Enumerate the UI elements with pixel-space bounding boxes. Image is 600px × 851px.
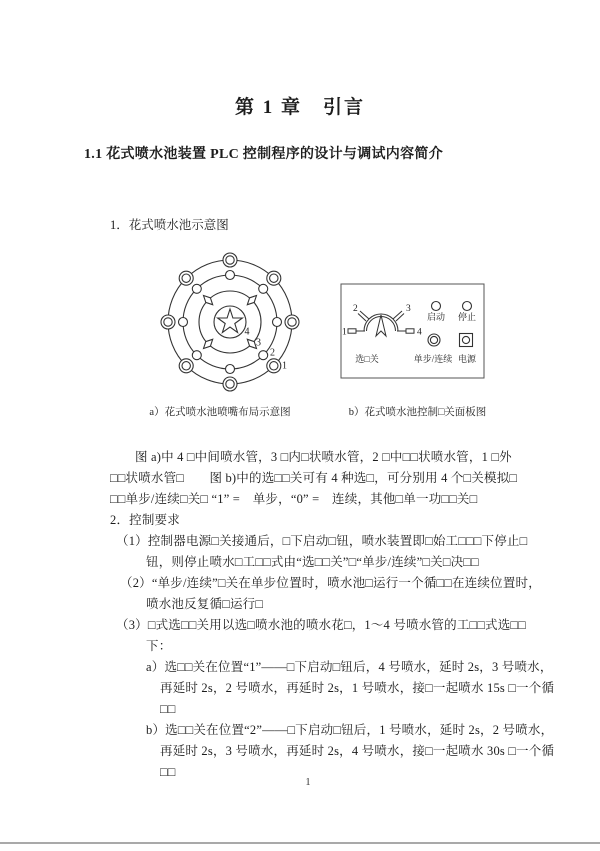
fountain-diagram-svg	[160, 252, 300, 392]
selector-pos-4: 4	[417, 327, 422, 338]
body-line: 喷水池反复循□运行□	[146, 597, 264, 611]
body-line: □□状喷水管□ 图 b)中的选□□关可有 4 种选□，可分别用 4 个□关模拟□	[110, 471, 518, 485]
stop-indicator-icon	[463, 302, 472, 311]
middle-nozzles	[179, 271, 282, 374]
body-line: （2）“单步/连续”□关在单步位置时，喷水池□运行一个循□□在连续位置时，	[120, 576, 541, 590]
body-line: 图 a)中 4 □中间喷水管，3 □内□状喷水管，2 □中□□状喷水管，1 □外	[135, 450, 512, 464]
center-circle	[214, 306, 246, 338]
stop-label: 停止	[457, 312, 477, 322]
body-line: 钮，则停止喷水□工□□式由“选□□关”□“单步/连续”□关□决□□	[146, 555, 479, 569]
ring-label-1: 1	[282, 360, 287, 372]
selector-switch-icon	[348, 311, 414, 336]
body-line: b）选□□关在位置“2”——□下启动□钮后，1 号喷水，延时 2s，2 号喷水，	[146, 723, 554, 737]
diamond-nozzles	[204, 296, 257, 349]
body-line: （3）□式选□□关用以选□喷水池的喷水花□，1～4 号喷水管的工□□式选□□	[116, 618, 526, 632]
body-line: 2．控制要求	[110, 513, 180, 527]
step-toggle-icon	[428, 334, 440, 346]
selector-pos-2: 2	[353, 304, 358, 314]
figure-b-caption: b）花式喷水池控制□关面板图	[348, 407, 487, 418]
body-line: 再延时 2s，3 号喷水，再延时 2s，4 号喷水，接□一起喷水 30s □一个循	[160, 744, 555, 758]
center-star-icon	[218, 309, 243, 333]
list-item-schematic: 1．花式喷水池示意图	[110, 218, 229, 232]
body-line: 下：	[146, 639, 172, 653]
start-indicator-icon	[432, 302, 441, 311]
body-line: （1）控制器电源□关接通后，□下启动□钮，喷水装置即□始工□□□下停止□	[116, 534, 528, 548]
page-number: 1	[305, 777, 311, 788]
ring-label-3: 3	[256, 337, 261, 349]
selector-pos-1: 1	[342, 327, 347, 338]
control-panel-svg	[340, 283, 485, 379]
page-title: 第 1 章 引言	[234, 97, 365, 118]
power-label: 电源	[457, 354, 477, 364]
body-line: □□单步/连续□关□ “1” = 单步，“0” = 连续，其他□单一功□□关□	[110, 492, 478, 506]
figure-a-caption: a）花式喷水池喷嘴布局示意图	[149, 407, 291, 418]
body-line: a）选□□关在位置“1”——□下启动□钮后，4 号喷水，延时 2s，3 号喷水，	[146, 660, 553, 674]
ring-label-4: 4	[244, 326, 250, 338]
power-indicator-icon	[460, 334, 473, 347]
ring-label-2: 2	[270, 347, 275, 359]
body-text	[90, 447, 555, 783]
body-line: □□	[160, 702, 176, 716]
section-heading: 1.1 花式喷水池装置 PLC 控制程序的设计与调试内容简介	[84, 147, 443, 162]
page-bottom-edge	[0, 842, 600, 844]
fountain-diagram	[160, 252, 300, 392]
body-line: □□	[160, 765, 176, 779]
control-panel-diagram	[340, 283, 485, 379]
selector-label: 选□关	[355, 354, 379, 364]
selector-pos-3: 3	[406, 304, 411, 314]
body-line: 再延时 2s，2 号喷水，再延时 2s，1 号喷水，接□一起喷水 15s □一个循	[160, 681, 555, 695]
start-label: 启动	[426, 312, 446, 322]
step-label: 单步/连续	[413, 354, 453, 364]
